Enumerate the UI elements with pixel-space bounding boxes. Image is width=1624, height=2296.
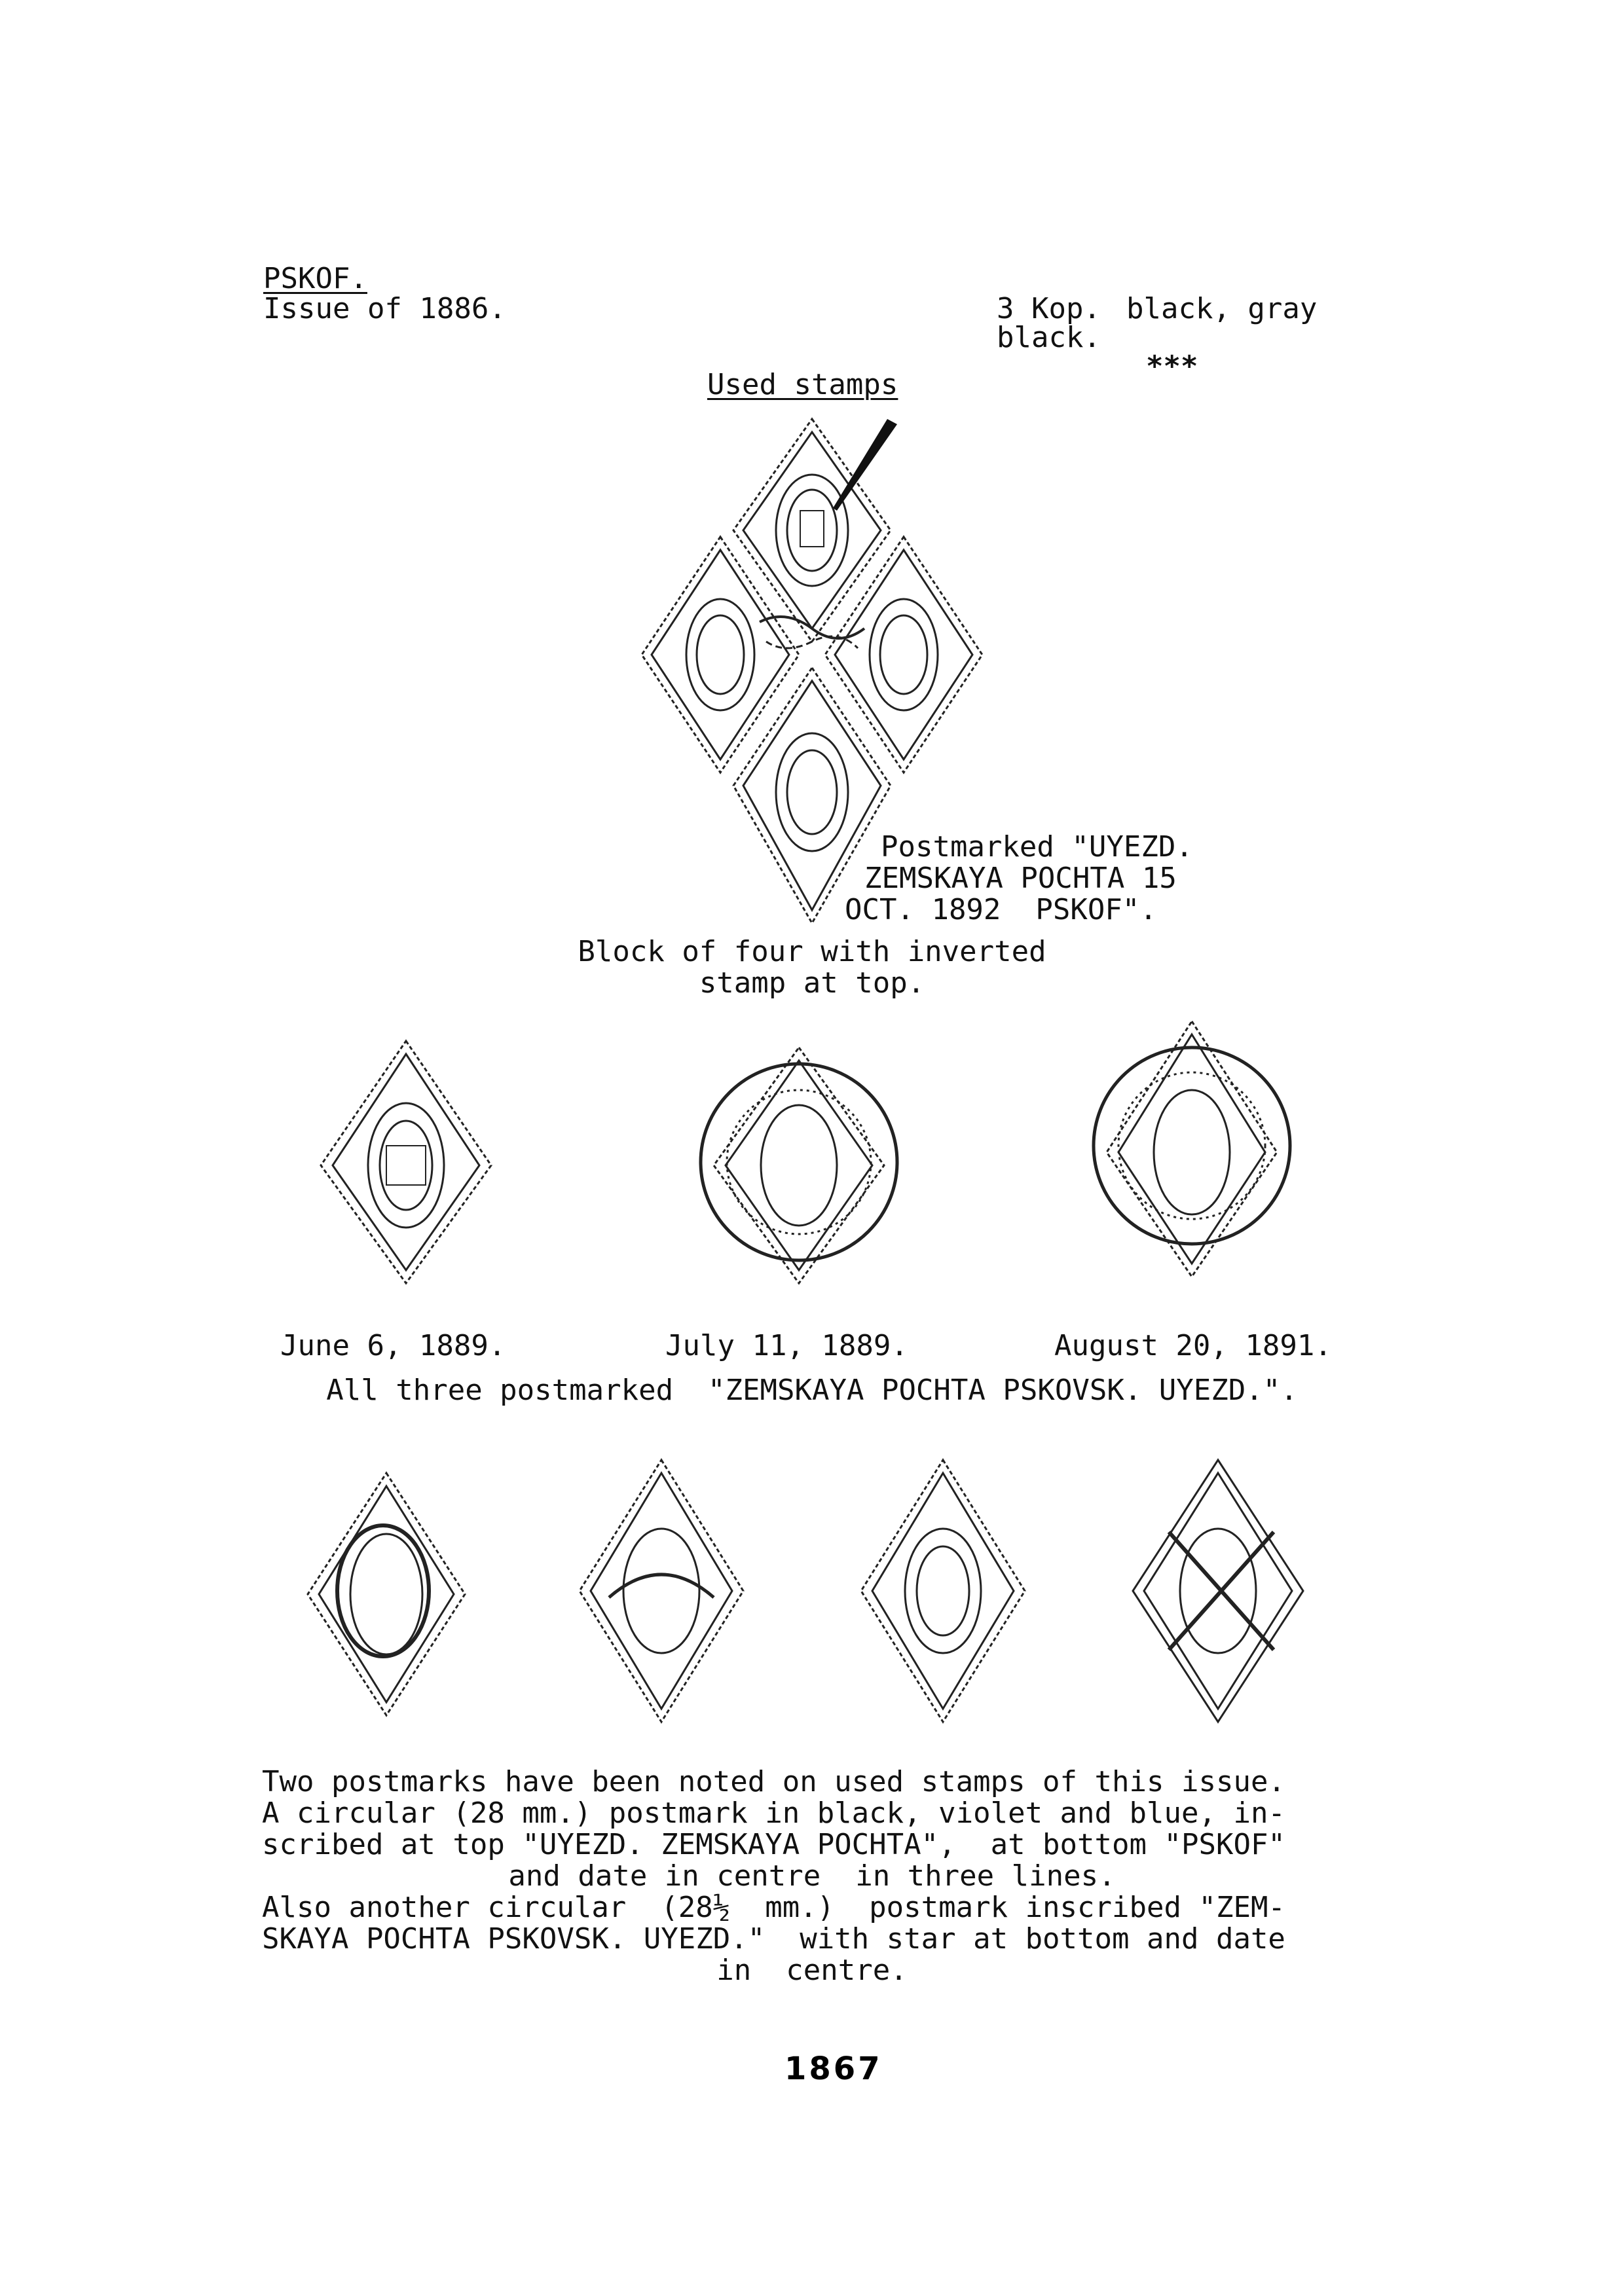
date-july-1889: July 11, 1889. — [665, 1329, 908, 1362]
stamp-row-4 — [1123, 1453, 1313, 1728]
block-postmark-caption-3: OCT. 1892 PSKOF". — [845, 893, 1157, 926]
stamp-row-2 — [570, 1453, 753, 1728]
note-line-4: and date in centre in three lines. — [508, 1859, 1116, 1893]
note-line-5: Also another circular (28½ mm.) postmark inscribed "ZEM- — [262, 1891, 1285, 1924]
stamp-july-1889 — [681, 1041, 917, 1290]
section-title: PSKOF. — [263, 262, 367, 295]
stamp-row-3 — [851, 1453, 1035, 1728]
arrow-pointer-icon — [833, 419, 897, 511]
block-caption-1: Block of four with inverted — [578, 935, 1046, 968]
note-line-7: in centre. — [716, 1954, 908, 1987]
used-stamps-heading: Used stamps — [707, 368, 898, 401]
denomination-color-2: black. — [997, 321, 1101, 354]
stamp-row-1 — [298, 1467, 475, 1722]
issue-line: Issue of 1886. — [263, 292, 506, 325]
stamp-june-1889 — [308, 1034, 504, 1290]
block-postmark-caption-2: ZEMSKAYA POCHTA 15 — [864, 862, 1177, 895]
rarity-marks: *** — [1146, 350, 1198, 383]
page-number: 1867 — [784, 2050, 883, 2087]
block-caption-2: stamp at top. — [699, 966, 925, 1000]
date-june-1889: June 6, 1889. — [280, 1329, 506, 1362]
note-line-3: scribed at top "UYEZD. ZEMSKAYA POCHTA", at bottom "PSKOF" — [262, 1828, 1285, 1861]
note-line-6: SKAYA POCHTA PSKOVSK. UYEZD." with star at bottom and date — [262, 1922, 1285, 1956]
dated-row-caption: All three postmarked "ZEMSKAYA POCHTA PSKOVSK. UYEZD.". — [326, 1374, 1298, 1407]
stamp-august-1891 — [1080, 995, 1310, 1290]
block-postmark-caption-1: Postmarked "UYEZD. — [881, 830, 1193, 864]
note-line-2: A circular (28 mm.) postmark in black, violet and blue, in- — [262, 1796, 1285, 1830]
denomination: 3 Kop. — [997, 292, 1101, 325]
note-line-1: Two postmarks have been noted on used stamps of this issue. — [262, 1765, 1285, 1798]
denomination-color-1: black, gray — [1126, 292, 1318, 325]
date-august-1891: August 20, 1891. — [1054, 1329, 1332, 1362]
